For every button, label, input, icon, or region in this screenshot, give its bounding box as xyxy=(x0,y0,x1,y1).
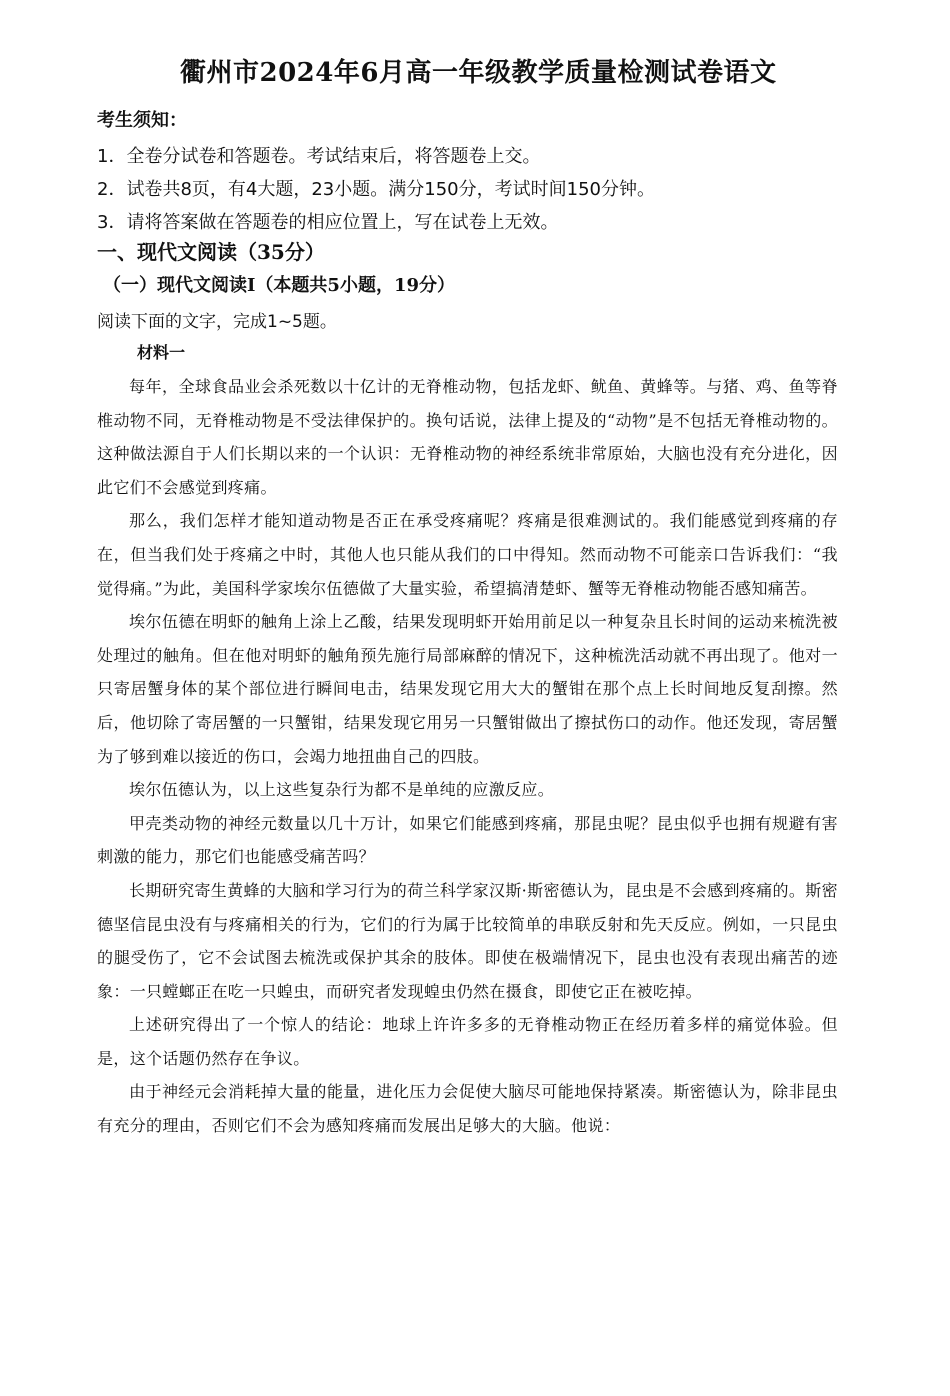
paragraph: 埃尔伍德在明虾的触角上涂上乙酸，结果发现明虾开始用前足以一种复杂且长时间的运动来梳洗被处理过的触角。但在他对明虾的触角预先施行局部麻醉的情况下，这种梳洗活动就不再出现了。他对一只寄居蟹身体的某个部位进行瞬间电击，结果发现它用大大的蟹钳在那个点上长时间地反复刮擦。然后，他切除了寄居蟹的一只蟹钳，结果发现它用另一只蟹钳做出了擦拭伤口的动作。他还发现，寄居蟹为了够到难以接近的伤口，会竭力地扭曲自己的四肢。 xyxy=(97,612,838,766)
sub-section-heading: （一）现代文阅读Ⅰ（本题共5小题，19分） xyxy=(103,275,455,296)
paragraph: 埃尔伍德认为，以上这些复杂行为都不是单纯的应激反应。 xyxy=(129,780,555,800)
paragraph: 上述研究得出了一个惊人的结论：地球上许许多多的无脊椎动物正在经历着多样的痛觉体验。但是，这个话题仍然存在争议。 xyxy=(97,1015,838,1068)
reading-instruction: 阅读下面的文字，完成1~5题。 xyxy=(97,312,337,332)
paragraph: 甲壳类动物的神经元数量以几十万计，如果它们能感到疼痛，那昆虫呢？昆虫似乎也拥有规避有害刺激的能力，那它们也能感受痛苦吗？ xyxy=(97,813,838,867)
section-heading: 一、现代文阅读（35分） xyxy=(97,240,325,264)
exam-title: 衢州市2024年6月高一年级教学质量检测试卷语文 xyxy=(180,58,777,88)
paragraph: 长期研究寄生黄蜂的大脑和学习行为的荷兰科学家汉斯·斯密德认为，昆虫是不会感到疼痛的。斯密德坚信昆虫没有与疼痛相关的行为，它们的行为属于比较简单的串联反射和先天反应。例如，一只昆虫的腿受伤了，它不会试图去梳洗或保护其余的肢体。即使在极端情况下，昆虫也没有表现出痛苦的迹象：一只螳螂正在吃一只蝗虫，而研究者发现蝗虫仍然在摄食，即使它正在被吃掉。 xyxy=(97,880,838,1001)
notice-heading: 考生须知： xyxy=(97,110,187,131)
paragraph: 由于神经元会消耗掉大量的能量，进化压力会促使大脑尽可能地保持紧凑。斯密德认为，除非昆虫有充分的理由，否则它们不会为感知疼痛而发展出足够大的大脑。他说： xyxy=(97,1082,838,1136)
paragraph: 那么，我们怎样才能知道动物是否正在承受疼痛呢？疼痛是很难测试的。我们能感觉到疼痛的存在，但当我们处于疼痛之中时，其他人也只能从我们的口中得知。然而动物不可能亲口告诉我们：“我觉得痛。”为此，美国科学家埃尔伍德做了大量实验，希望搞清楚虾、蟹等无脊椎动物能否感知痛苦。 xyxy=(97,511,838,598)
notice-item: 3．请将答案做在答题卷的相应位置上，写在试卷上无效。 xyxy=(97,212,559,233)
material-body xyxy=(97,370,838,1143)
paragraph: 每年，全球食品业会杀死数以十亿计的无脊椎动物，包括龙虾、鱿鱼、黄蜂等。与猪、鸡、鱼等脊椎动物不同，无脊椎动物是不受法律保护的。换句话说，法律上提及的“动物”是不包括无脊椎动物的。这种做法源自于人们长期以来的一个认识：无脊椎动物的神经系统非常原始，大脑也没有充分进化，因此它们不会感觉到疼痛。 xyxy=(97,377,838,497)
material-heading: 材料一 xyxy=(137,343,186,362)
notice-item: 1．全卷分试卷和答题卷。考试结束后，将答题卷上交。 xyxy=(97,146,541,167)
notice-list xyxy=(97,140,655,239)
notice-item: 2．试卷共8页，有4大题，23小题。满分150分，考试时间150分钟。 xyxy=(97,179,655,200)
